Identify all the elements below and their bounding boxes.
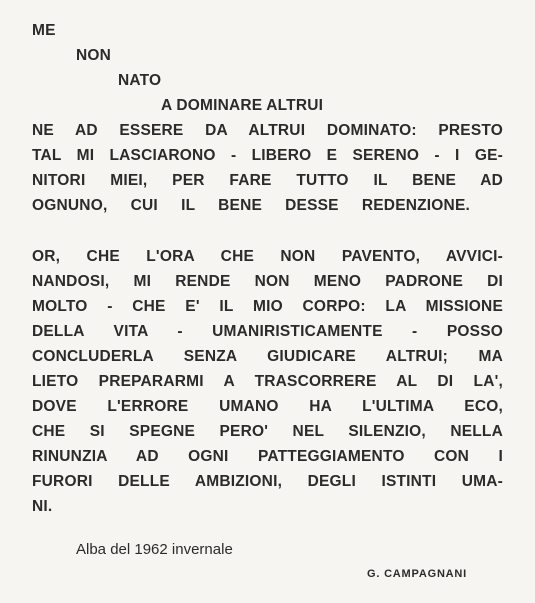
poem-intro-line-3: NATO [118,72,162,89]
stanza-1-line-4: OGNUNO, CUI IL BENE DESSE REDENZIONE. [32,197,470,214]
stanza-1-line-1: NE AD ESSERE DA ALTRUI DOMINATO: PRESTO [32,122,503,139]
poem-intro-line-1: ME [32,22,56,39]
stanza-2-line-9: RINUNZIA AD OGNI PATTEGGIAMENTO CON I [32,448,503,465]
stanza-1-line-3: NITORI MIEI, PER FARE TUTTO IL BENE AD [32,172,503,189]
date-line: Alba del 1962 invernale [76,541,233,558]
signature: G. CAMPAGNANI [367,568,468,580]
poem-intro-line-4: A DOMINARE ALTRUI [161,97,324,114]
poem-intro-line-2: NON [76,47,112,64]
stanza-1-line-2: TAL MI LASCIARONO - LIBERO E SERENO - I GE- [32,147,503,164]
stanza-2-line-2: NANDOSI, MI RENDE NON MENO PADRONE DI [32,273,503,290]
stanza-2-line-5: CONCLUDERLA SENZA GIUDICARE ALTRUI; MA [32,348,503,365]
stanza-2-line-8: CHE SI SPEGNE PERO' NEL SILENZIO, NELLA [32,423,503,440]
stanza-2-line-11: NI. [32,498,53,515]
stanza-2-line-4: DELLA VITA - UMANIRISTICAMENTE - POSSO [32,323,503,340]
stanza-2-line-3: MOLTO - CHE E' IL MIO CORPO: LA MISSIONE [32,298,503,315]
stanza-2-line-10: FURORI DELLE AMBIZIONI, DEGLI ISTINTI UMA- [32,473,503,490]
stanza-2-line-7: DOVE L'ERRORE UMANO HA L'ULTIMA ECO, [32,398,503,415]
stanza-2-line-6: LIETO PREPARARMI A TRASCORRERE AL DI LA', [32,373,503,390]
stanza-2-line-1: OR, CHE L'ORA CHE NON PAVENTO, AVVICI- [32,248,503,265]
